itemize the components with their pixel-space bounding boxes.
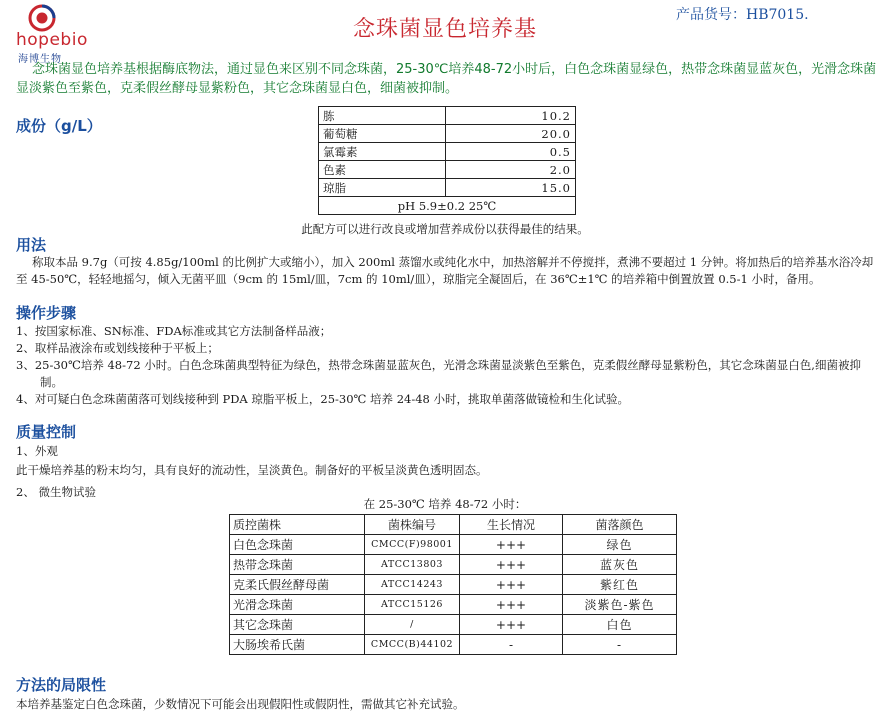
ingredient-name: 胨	[319, 107, 446, 125]
table-row	[319, 125, 576, 143]
step-item: 4、对可疑白色念珠菌菌落可划线接种到 PDA 琼脂平板上，25-30℃ 培养 24-48 小时，挑取单菌落做镜检和生化试验。	[16, 392, 630, 406]
strain-name: 白色念珠菌	[230, 535, 365, 555]
intro-paragraph: 念珠菌显色培养基根据酶底物法，通过显色来区别不同念珠菌，25-30℃培养48-72小时后，白色念珠菌显绿色，热带念珠菌显蓝灰色，光滑念珠菌显淡紫色至紫色，克柔假丝酵母显紫粉色，其它念珠菌显白色，细菌被抑制。	[16, 62, 877, 96]
micro-test-title: 2、 微生物试验	[16, 485, 96, 499]
strain-name: 其它念珠菌	[230, 615, 365, 635]
ingredient-name: 琼脂	[319, 179, 446, 197]
growth-status: +++	[460, 575, 563, 595]
ingredient-name: 氯霉素	[319, 143, 446, 161]
growth-status: +++	[460, 555, 563, 575]
column-header: 生长情况	[460, 515, 563, 535]
qc-heading: 质量控制	[16, 423, 77, 441]
table-row	[230, 635, 677, 655]
colony-color: 蓝灰色	[563, 555, 677, 575]
table-row	[230, 535, 677, 555]
appearance-title: 1、外观	[16, 444, 58, 458]
table-row	[319, 179, 576, 197]
ingredient-value: 15.0	[446, 179, 576, 197]
usage-heading: 用法	[16, 236, 47, 254]
column-header: 质控菌株	[230, 515, 365, 535]
usage-text: 称取本品 9.7g（可按 4.85g/100ml 的比例扩大或缩小），加入 200ml 蒸馏水或纯化水中，加热溶解并不停搅拌，煮沸不要超过 1 分钟。将加热后的培养基水浴冷却至 45-50℃，轻轻地摇匀，倾入无菌平皿（9cm 的 15ml/皿，7cm 的 10ml/皿），琼脂完全凝固后，在 36℃±1℃ 的培养箱中倒置放置 0.5-1 小时，备用。	[16, 255, 874, 286]
page-title: 念珠菌显色培养基	[352, 17, 537, 42]
table-row	[319, 197, 576, 215]
table-row	[230, 595, 677, 615]
table-row	[230, 615, 677, 635]
growth-status: -	[460, 635, 563, 655]
limitations-text: 本培养基鉴定白色念珠菌，少数情况下可能会出现假阳性或假阴性，需做其它补充试验。	[16, 697, 465, 711]
strain-name: 大肠埃希氏菌	[230, 635, 365, 655]
composition-table	[318, 106, 576, 215]
ingredient-name: 葡萄糖	[319, 125, 446, 143]
growth-status: +++	[460, 535, 563, 555]
formula-note: 此配方可以进行改良或增加营养成份以获得最佳的结果。	[301, 222, 589, 236]
colony-color: 紫红色	[563, 575, 677, 595]
appearance-text: 此干燥培养基的粉末均匀，具有良好的流动性，呈淡黄色。制备好的平板呈淡黄色透明固态。	[16, 463, 488, 477]
ingredient-value: 10.2	[446, 107, 576, 125]
table-header-row	[230, 515, 677, 535]
colony-color: -	[563, 635, 677, 655]
growth-status: +++	[460, 595, 563, 615]
product-number: 产品货号：HB7015.	[676, 7, 809, 23]
ph-value: pH 5.9±0.2 25℃	[319, 197, 576, 215]
colony-color: 淡紫色-紫色	[563, 595, 677, 615]
composition-heading: 成份（g/L）	[16, 117, 102, 135]
ingredient-value: 0.5	[446, 143, 576, 161]
strain-name: 克柔氏假丝酵母菌	[230, 575, 365, 595]
ingredient-value: 20.0	[446, 125, 576, 143]
steps-heading: 操作步骤	[16, 304, 77, 322]
table-row	[230, 555, 677, 575]
colony-color: 白色	[563, 615, 677, 635]
table-row	[319, 161, 576, 179]
limitations-heading: 方法的局限性	[16, 676, 107, 694]
growth-status: +++	[460, 615, 563, 635]
strain-code: ATCC15126	[365, 595, 460, 615]
step-item: 1、按国家标准、SN标准、FDA标准或其它方法制备样品液；	[16, 324, 332, 338]
column-header: 菌落颜色	[563, 515, 677, 535]
ingredient-value: 2.0	[446, 161, 576, 179]
colony-color: 绿色	[563, 535, 677, 555]
brand-logo-text: hopebio	[16, 30, 88, 50]
strain-code: CMCC(F)98001	[365, 535, 460, 555]
brand-logo-subtitle: 海博生物	[18, 54, 62, 65]
strain-name: 热带念珠菌	[230, 555, 365, 575]
strain-code: /	[365, 615, 460, 635]
step-item: 2、取样品液涂布或划线接种于平板上；	[16, 341, 219, 355]
table-row	[319, 143, 576, 161]
table-row	[319, 107, 576, 125]
strain-code: CMCC(B)44102	[365, 635, 460, 655]
column-header: 菌株编号	[365, 515, 460, 535]
step-item: 3、25-30℃培养 48-72 小时。白色念珠菌典型特征为绿色，热带念珠菌显蓝灰色，光滑念珠菌显淡紫色至紫色，克柔假丝酵母显紫粉色，其它念珠菌显白色,细菌被抑制。	[16, 358, 861, 389]
ingredient-name: 色素	[319, 161, 446, 179]
qc-table-caption: 在 25-30℃ 培养 48-72 小时：	[363, 497, 527, 511]
strain-code: ATCC14243	[365, 575, 460, 595]
qc-table	[229, 514, 677, 655]
strain-name: 光滑念珠菌	[230, 595, 365, 615]
strain-code: ATCC13803	[365, 555, 460, 575]
table-row	[230, 575, 677, 595]
